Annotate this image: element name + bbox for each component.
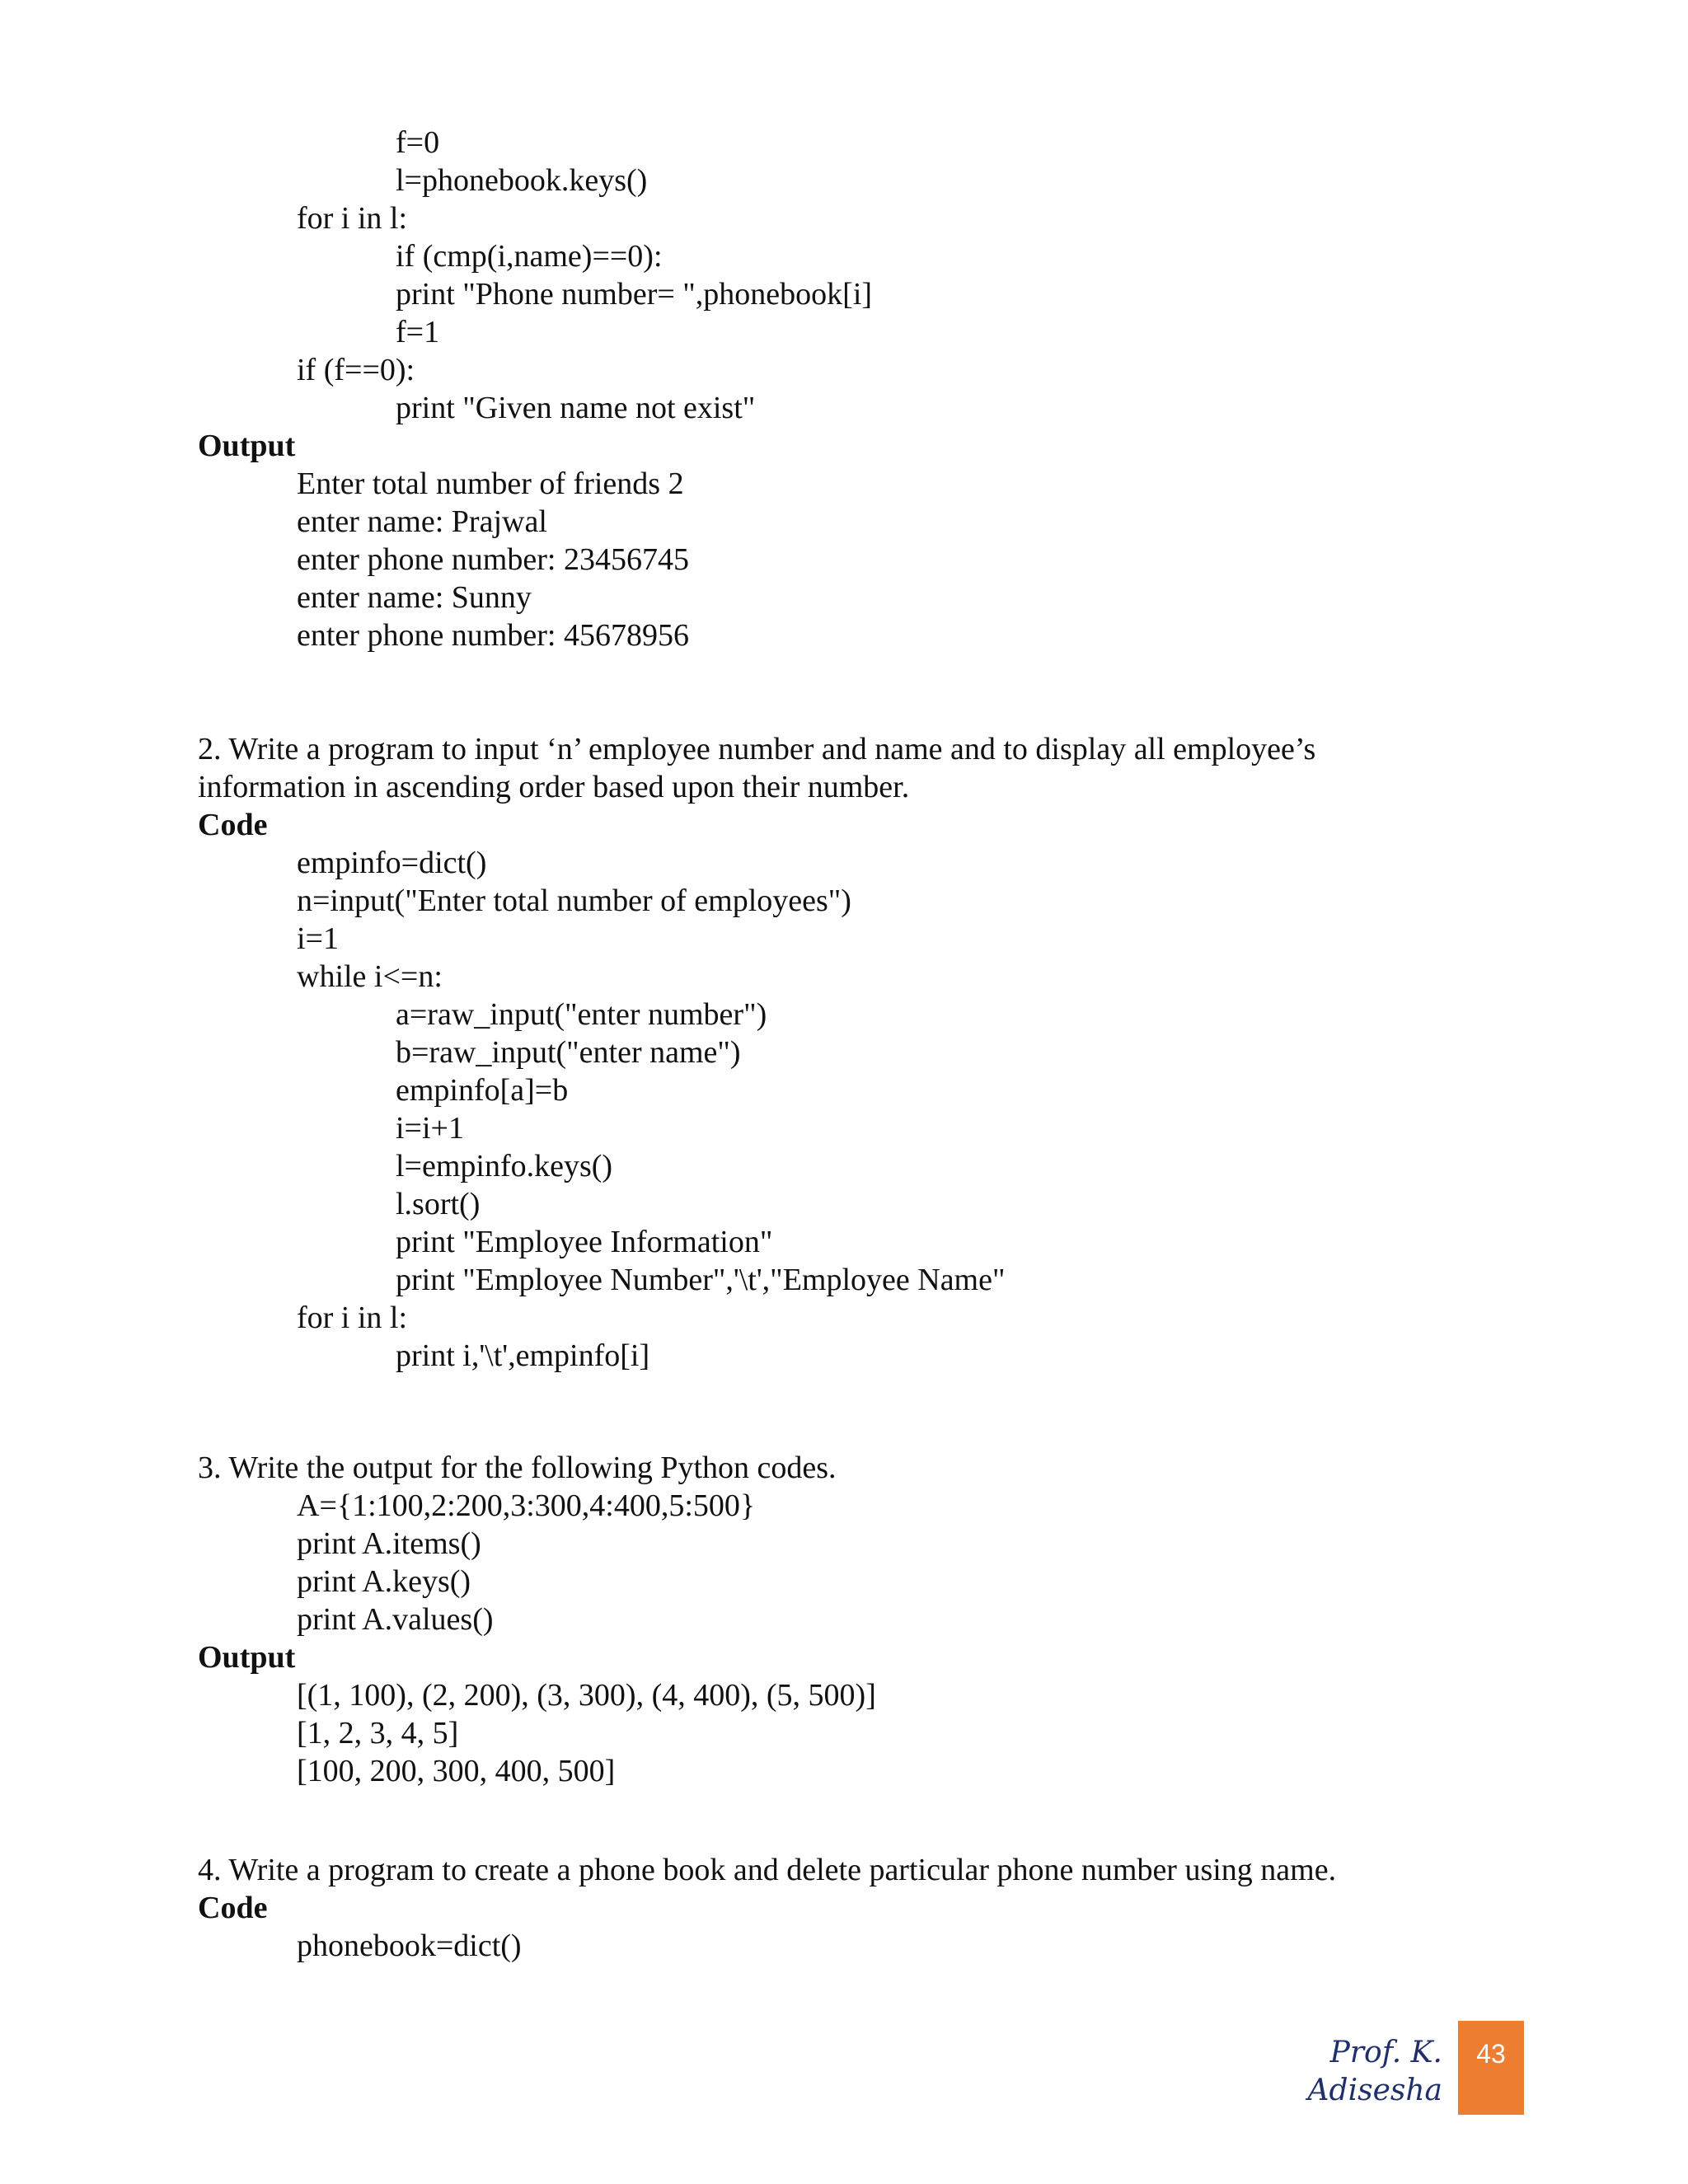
code-line: print "Phone number= ",phonebook[i] <box>396 277 873 312</box>
code-line: if (cmp(i,name)==0): <box>396 239 663 274</box>
code-line: l.sort() <box>396 1187 481 1221</box>
code-line: print A.keys() <box>297 1564 471 1599</box>
code-line: print A.values() <box>297 1602 494 1637</box>
page-number: 43 <box>1476 2039 1506 2069</box>
output-line: [(1, 100), (2, 200), (3, 300), (4, 400), (5, 500)] <box>297 1678 876 1713</box>
code-line: print i,'\t',empinfo[i] <box>396 1338 650 1373</box>
code-line: print "Employee Number",'\t',"Employee Name" <box>396 1263 1006 1297</box>
code-line: l=phonebook.keys() <box>396 163 648 198</box>
code-line: n=input("Enter total number of employees") <box>297 883 851 918</box>
code-line: A={1:100,2:200,3:300,4:400,5:500} <box>297 1488 756 1523</box>
page-number-badge <box>1458 2021 1524 2115</box>
footer-author: Prof. K. Adisesha <box>1307 2036 1442 2107</box>
output-line: [1, 2, 3, 4, 5] <box>297 1716 459 1750</box>
code-line: b=raw_input("enter name") <box>396 1035 741 1070</box>
code-line: print "Given name not exist" <box>396 391 756 425</box>
output-line: Enter total number of friends 2 <box>297 466 684 501</box>
code-line: while i<=n: <box>297 959 443 994</box>
code-line: f=1 <box>396 315 440 349</box>
code-line: a=raw_input("enter number") <box>396 997 767 1032</box>
code-line: i=i+1 <box>396 1111 464 1146</box>
code-line: for i in l: <box>297 1301 408 1335</box>
output-heading: Output <box>198 429 296 463</box>
code-line: if (f==0): <box>297 353 415 387</box>
code-line: print "Employee Information" <box>396 1225 773 1259</box>
code-line: f=0 <box>396 125 440 160</box>
output-line: enter name: Prajwal <box>297 504 547 539</box>
code-line: empinfo[a]=b <box>396 1073 569 1108</box>
code-line: empinfo=dict() <box>297 846 487 880</box>
output-heading: Output <box>198 1640 296 1675</box>
code-line: i=1 <box>297 921 339 956</box>
code-line: phonebook=dict() <box>297 1929 522 1963</box>
output-line: enter phone number: 23456745 <box>297 542 689 577</box>
output-line: enter phone number: 45678956 <box>297 618 689 653</box>
code-heading: Code <box>198 808 268 842</box>
code-line: l=empinfo.keys() <box>396 1149 613 1183</box>
code-line: for i in l: <box>297 201 408 236</box>
question-2-text: 2. Write a program to input ‘n’ employee number and name and to display all employee’s <box>198 732 1316 766</box>
code-heading: Code <box>198 1891 268 1925</box>
code-line: print A.items() <box>297 1526 481 1561</box>
output-line: enter name: Sunny <box>297 580 532 615</box>
question-2-text-continued: information in ascending order based upon their number. <box>198 770 910 804</box>
question-4-text: 4. Write a program to create a phone book and delete particular phone number using name. <box>198 1853 1337 1887</box>
question-3-text: 3. Write the output for the following Python codes. <box>198 1451 837 1485</box>
output-line: [100, 200, 300, 400, 500] <box>297 1754 616 1788</box>
